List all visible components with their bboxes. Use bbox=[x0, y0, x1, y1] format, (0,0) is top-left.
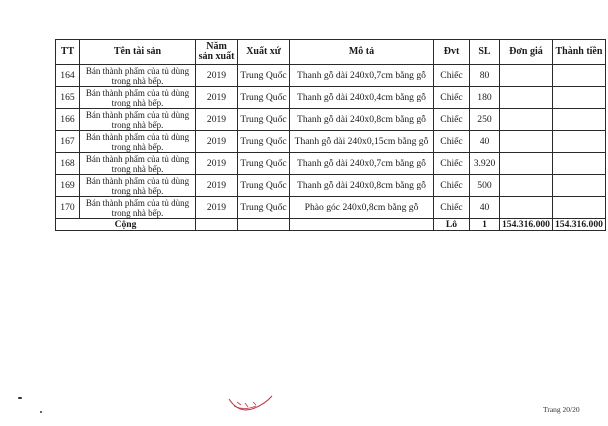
cell-qty: 500 bbox=[470, 175, 500, 197]
table-row bbox=[56, 87, 606, 109]
cell-tt: 165 bbox=[56, 87, 80, 109]
cell-origin: Trung Quốc bbox=[238, 87, 290, 109]
cell-origin: Trung Quốc bbox=[238, 109, 290, 131]
cell-total bbox=[552, 197, 605, 219]
page-number: Trang 20/20 bbox=[543, 405, 580, 414]
cell-unit: Chiếc bbox=[434, 153, 470, 175]
header-year: Năm sản xuất bbox=[196, 40, 238, 65]
table-row bbox=[56, 175, 606, 197]
scan-mark bbox=[18, 397, 22, 399]
cell-year: 2019 bbox=[196, 87, 238, 109]
total-cell-empty bbox=[196, 219, 238, 231]
cell-year: 2019 bbox=[196, 153, 238, 175]
cell-unit: Chiếc bbox=[434, 87, 470, 109]
cell-year: 2019 bbox=[196, 65, 238, 87]
header-desc: Mô tả bbox=[290, 40, 434, 65]
cell-asset: Bán thành phẩm của tủ dùng trong nhà bếp. bbox=[80, 87, 196, 109]
cell-origin: Trung Quốc bbox=[238, 175, 290, 197]
cell-total bbox=[552, 87, 605, 109]
total-cell-empty bbox=[238, 219, 290, 231]
header-price: Đơn giá bbox=[500, 40, 553, 65]
table-row bbox=[56, 109, 606, 131]
table-row bbox=[56, 65, 606, 87]
cell-unit: Chiếc bbox=[434, 175, 470, 197]
table-row bbox=[56, 131, 606, 153]
header-qty: SL bbox=[470, 40, 500, 65]
cell-price bbox=[500, 65, 553, 87]
header-unit: Đvt bbox=[434, 40, 470, 65]
cell-origin: Trung Quốc bbox=[238, 153, 290, 175]
cell-asset: Bán thành phẩm của tủ dùng trong nhà bếp. bbox=[80, 197, 196, 219]
cell-total bbox=[552, 175, 605, 197]
cell-qty: 40 bbox=[470, 197, 500, 219]
total-label: Cộng bbox=[56, 219, 196, 231]
cell-price bbox=[500, 153, 553, 175]
cell-total bbox=[552, 109, 605, 131]
cell-unit: Chiếc bbox=[434, 131, 470, 153]
cell-tt: 166 bbox=[56, 109, 80, 131]
cell-qty: 80 bbox=[470, 65, 500, 87]
cell-asset: Bán thành phẩm của tủ dùng trong nhà bếp. bbox=[80, 153, 196, 175]
cell-asset: Bán thành phẩm của tủ dùng trong nhà bếp. bbox=[80, 131, 196, 153]
cell-tt: 170 bbox=[56, 197, 80, 219]
cell-price bbox=[500, 131, 553, 153]
cell-desc: Thanh gỗ dài 240x0,7cm bằng gỗ bbox=[290, 153, 434, 175]
asset-table bbox=[55, 39, 606, 231]
cell-year: 2019 bbox=[196, 131, 238, 153]
cell-asset: Bán thành phẩm của tủ dùng trong nhà bếp. bbox=[80, 109, 196, 131]
table-row bbox=[56, 153, 606, 175]
cell-price bbox=[500, 175, 553, 197]
total-price: 154.316.000 bbox=[500, 219, 553, 231]
header-row bbox=[56, 40, 606, 65]
cell-unit: Chiếc bbox=[434, 109, 470, 131]
cell-unit: Chiếc bbox=[434, 197, 470, 219]
cell-asset: Bán thành phẩm của tủ dùng trong nhà bếp. bbox=[80, 65, 196, 87]
header-origin: Xuất xứ bbox=[238, 40, 290, 65]
cell-qty: 3.920 bbox=[470, 153, 500, 175]
cell-desc: Thanh gỗ dài 240x0,8cm bằng gỗ bbox=[290, 175, 434, 197]
cell-tt: 167 bbox=[56, 131, 80, 153]
cell-desc: Thanh gỗ dài 240x0,7cm bằng gỗ bbox=[290, 65, 434, 87]
cell-year: 2019 bbox=[196, 109, 238, 131]
cell-price bbox=[500, 197, 553, 219]
cell-total bbox=[552, 153, 605, 175]
header-tt: TT bbox=[56, 40, 80, 65]
table-row bbox=[56, 197, 606, 219]
cell-tt: 169 bbox=[56, 175, 80, 197]
cell-origin: Trung Quốc bbox=[238, 131, 290, 153]
cell-price bbox=[500, 109, 553, 131]
cell-origin: Trung Quốc bbox=[238, 65, 290, 87]
cell-unit: Chiếc bbox=[434, 65, 470, 87]
cell-qty: 180 bbox=[470, 87, 500, 109]
signature-stamp bbox=[226, 393, 276, 417]
total-cell-empty bbox=[290, 219, 434, 231]
cell-qty: 250 bbox=[470, 109, 500, 131]
total-row bbox=[56, 219, 606, 231]
cell-desc: Phào góc 240x0,8cm bằng gỗ bbox=[290, 197, 434, 219]
cell-year: 2019 bbox=[196, 197, 238, 219]
cell-price bbox=[500, 87, 553, 109]
header-asset: Tên tài sản bbox=[80, 40, 196, 65]
cell-total bbox=[552, 131, 605, 153]
header-total: Thành tiền bbox=[552, 40, 605, 65]
total-amount: 154.316.000 bbox=[552, 219, 605, 231]
cell-asset: Bán thành phẩm của tủ dùng trong nhà bếp. bbox=[80, 175, 196, 197]
cell-total bbox=[552, 65, 605, 87]
cell-tt: 164 bbox=[56, 65, 80, 87]
cell-origin: Trung Quốc bbox=[238, 197, 290, 219]
total-unit: Lô bbox=[434, 219, 470, 231]
total-qty: 1 bbox=[470, 219, 500, 231]
cell-qty: 40 bbox=[470, 131, 500, 153]
cell-year: 2019 bbox=[196, 175, 238, 197]
cell-tt: 168 bbox=[56, 153, 80, 175]
cell-desc: Thanh gỗ dài 240x0,4cm bằng gỗ bbox=[290, 87, 434, 109]
cell-desc: Thanh gỗ dài 240x0,8cm bằng gỗ bbox=[290, 109, 434, 131]
scan-mark bbox=[40, 411, 42, 413]
cell-desc: Thanh gỗ dài 240x0,15cm bằng gỗ bbox=[290, 131, 434, 153]
